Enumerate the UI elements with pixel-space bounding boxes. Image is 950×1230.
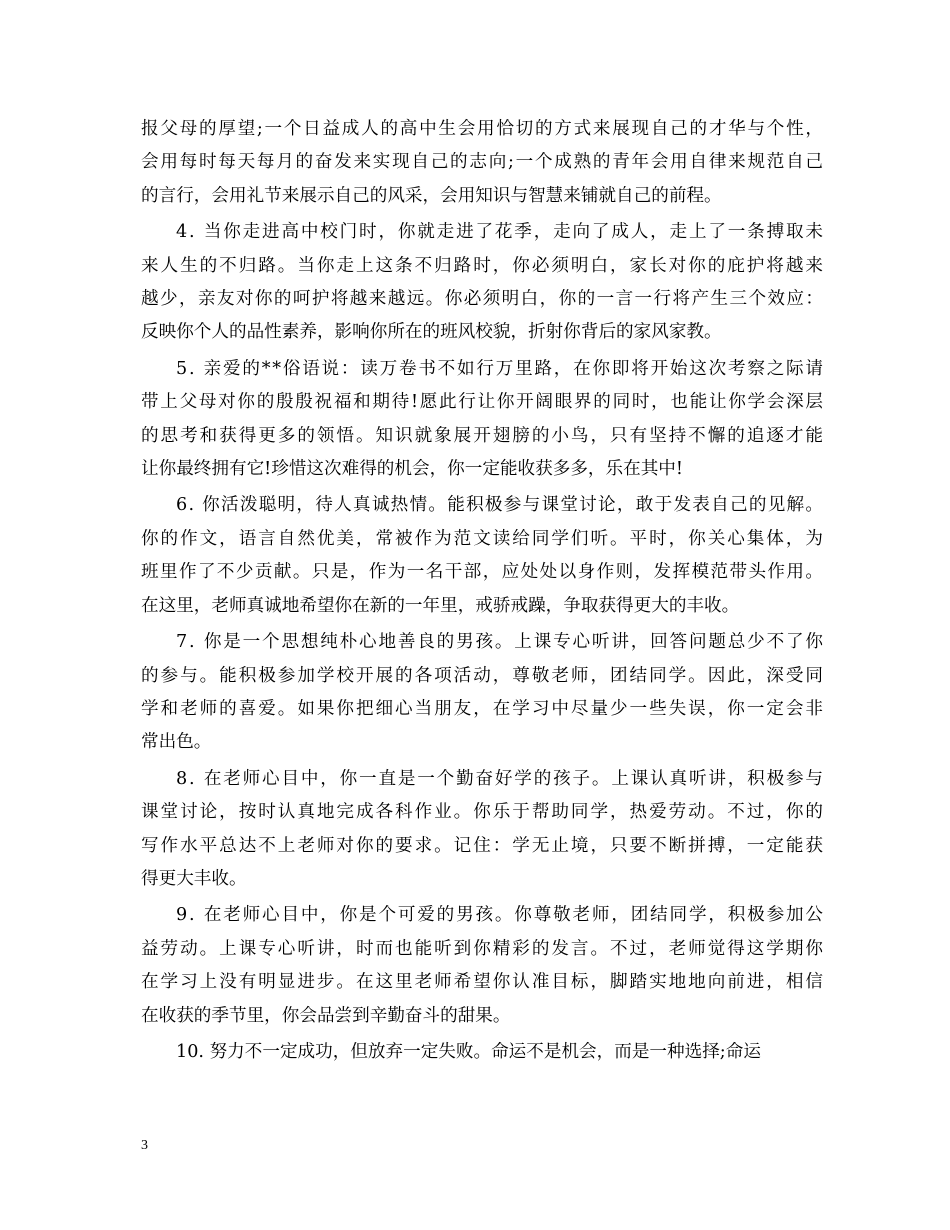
text-line: 4. 当你走进高中校门时，你就走进了花季，走向了成人，走上了一条搏取未 — [176, 222, 825, 243]
text-line: 在学习上没有明显进步。在这里老师希望你认准目标，脚踏实地地向前进，相信 — [141, 972, 825, 993]
text-line: 7. 你是一个思想纯朴心地善良的男孩。上课专心听讲，回答问题总少不了你 — [176, 632, 825, 653]
paragraph — [141, 1036, 823, 1069]
paragraph — [141, 216, 823, 350]
text-line: 让你最终拥有它!珍惜这次难得的机会，你一定能收获多多，乐在其中! — [141, 459, 683, 480]
text-line: 的言行，会用礼节来展示自己的风采，会用知识与智慧来铺就自己的前程。 — [141, 185, 722, 206]
document-body — [141, 113, 823, 1072]
text-line: 6. 你活泼聪明，待人真诚热情。能积极参与课堂讨论，敢于发表自己的见解。 — [176, 495, 825, 516]
text-line: 你的作文，语言自然优美，常被作为范文读给同学们听。平时，你关心集体，为 — [141, 528, 825, 549]
text-line: 来人生的不归路。当你走上这条不归路时，你必须明白，家长对你的庇护将越来 — [141, 255, 825, 276]
text-line: 学和老师的喜爱。如果你把细心当朋友，在学习中尽量少一些失误，你一定会非 — [141, 698, 825, 719]
paragraph — [141, 899, 823, 1033]
text-line: 9. 在老师心目中，你是个可爱的男孩。你尊敬老师，团结同学，积极参加公 — [176, 905, 825, 926]
paragraph — [141, 353, 823, 487]
text-line: 得更大丰收。 — [141, 868, 247, 889]
text-line: 在这里，老师真诚地希望你在新的一年里，戒骄戒躁，争取获得更大的丰收。 — [141, 595, 740, 616]
paragraph — [141, 489, 823, 623]
text-line: 课堂讨论，按时认真地完成各科作业。你乐于帮助同学，热爱劳动。不过，你的 — [141, 802, 825, 823]
paragraph — [141, 113, 823, 213]
text-line: 常出色。 — [141, 732, 212, 753]
text-line: 写作水平总达不上老师对你的要求。记住：学无止境，只要不断拼搏，一定能获 — [141, 835, 825, 856]
text-line: 的参与。能积极参加学校开展的各项活动，尊敬老师，团结同学。因此，深受同 — [141, 665, 825, 686]
text-line: 5. 亲爱的**俗语说：读万卷书不如行万里路，在你即将开始这次考察之际请 — [176, 358, 825, 379]
text-line: 越少，亲友对你的呵护将越来越远。你必须明白，你的一言一行将产生三个效应： — [141, 289, 825, 310]
text-line: 10. 努力不一定成功，但放弃一定失败。命运不是机会，而是一种选择;命运 — [176, 1041, 761, 1062]
text-line: 班里作了不少贡献。只是，作为一名干部，应处处以身作则，发挥模范带头作用。 — [141, 562, 825, 583]
text-line: 的思考和获得更多的领悟。知识就象展开翅膀的小鸟，只有坚持不懈的追逐才能 — [141, 425, 825, 446]
text-line: 益劳动。上课专心听讲，时而也能听到你精彩的发言。不过，老师觉得这学期你 — [141, 938, 825, 959]
text-line: 报父母的厚望;一个日益成人的高中生会用恰切的方式来展现自己的才华与个性， — [141, 119, 825, 139]
text-line: 在收获的季节里，你会品尝到辛勤奋斗的甜果。 — [141, 1005, 511, 1026]
text-line: 会用每时每天每月的奋发来实现自己的志向;一个成熟的青年会用自律来规范自己 — [141, 152, 825, 173]
text-line: 8. 在老师心目中，你一直是一个勤奋好学的孩子。上课认真听讲，积极参与 — [176, 768, 825, 789]
paragraph — [141, 626, 823, 760]
page-number: 3 — [141, 1138, 148, 1153]
text-line: 带上父母对你的殷殷祝福和期待!愿此行让你开阔眼界的同时，也能让你学会深层 — [141, 392, 825, 413]
paragraph — [141, 763, 823, 897]
text-line: 反映你个人的品性素养，影响你所在的班风校貌，折射你背后的家风家教。 — [141, 322, 722, 343]
